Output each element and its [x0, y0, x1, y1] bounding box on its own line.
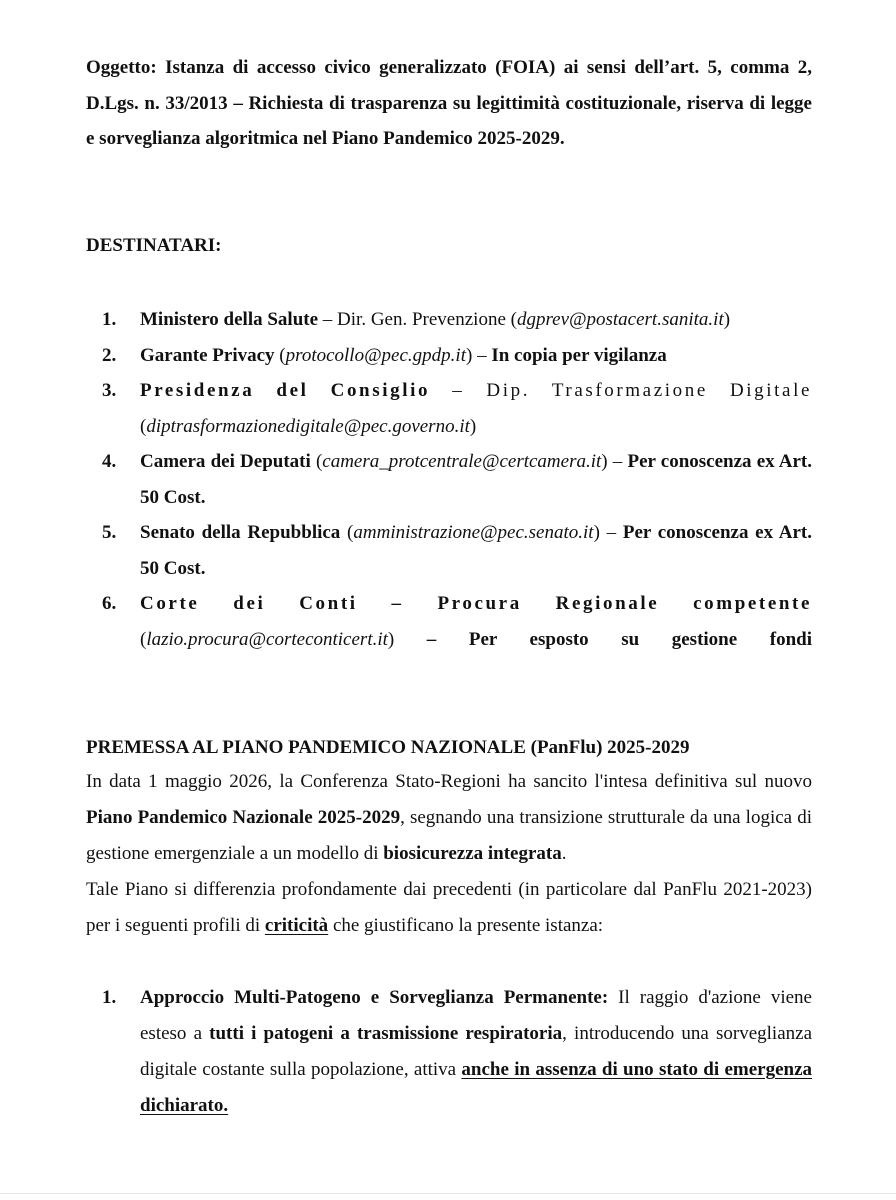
- recipient-name: Corte dei Conti – Procura Regionale competente: [140, 593, 812, 614]
- premessa-paragraph-1: [86, 764, 812, 872]
- recipient-name: Senato della Repubblica: [140, 522, 341, 543]
- text-run: In data 1 maggio 2026, la Conferenza Stato-Regioni ha sancito l'intesa definitiva sul nuovo: [86, 771, 812, 792]
- criticita-title: Approccio Multi-Patogeno e Sorveglianza Permanente:: [140, 987, 609, 1008]
- recipient-detail-end: ): [723, 309, 731, 330]
- emphasis-text: tutti i patogeni a trasmissione respiratoria: [209, 1023, 563, 1044]
- item-number: 1.: [102, 309, 117, 330]
- text-run: che giustificano la presente istanza:: [328, 915, 604, 936]
- recipient-detail: (: [274, 344, 286, 366]
- recipient-email: camera_protcentrale@certcamera.it: [322, 451, 602, 472]
- premessa-body: [86, 764, 812, 944]
- recipient-detail-end: ): [387, 628, 427, 650]
- item-number: 5.: [102, 522, 117, 543]
- list-item: [86, 338, 812, 374]
- recipient-detail: – Dir. Gen. Prevenzione (: [318, 309, 517, 330]
- text-run: Tale Piano si differenzia profondamente dai precedenti (in particolare dal PanFlu 2021-2023) per i seguenti profili di: [86, 879, 812, 936]
- recipient-note: In copia per vigilanza: [491, 344, 667, 366]
- recipient-email: amministrazione@pec.senato.it: [353, 522, 594, 543]
- premessa-paragraph-2: [86, 872, 812, 944]
- item-number: 2.: [102, 344, 117, 366]
- list-item: [86, 444, 812, 515]
- item-number: 1.: [102, 987, 117, 1008]
- recipient-note: Per conoscenza ex Art. 50 Cost.: [140, 451, 813, 508]
- recipient-detail-end: ) –: [466, 344, 492, 366]
- recipient-note: – Per esposto su gestione fondi: [426, 628, 812, 650]
- oggetto-label: Oggetto:: [86, 57, 157, 78]
- criticita-list: [86, 980, 812, 1124]
- recipient-name: Camera dei Deputati: [140, 451, 311, 472]
- text-run: .: [561, 843, 567, 864]
- list-item: 6. Corte dei Conti – Procura Regionale competente (lazio.procura@corteconticert.it) – Per esposto su gestione fondi: [86, 586, 812, 657]
- recipient-detail: – Dip. Trasformazione Digitale: [430, 380, 812, 401]
- recipient-email: dgprev@postacert.sanita.it: [516, 309, 724, 330]
- recipient-detail: (: [310, 451, 323, 472]
- recipient-detail-end: ) –: [593, 522, 623, 543]
- item-number: 3.: [102, 380, 117, 401]
- biosicurezza-term: biosicurezza integrata: [383, 843, 562, 864]
- recipient-email: lazio.procura@corteconticert.it: [146, 628, 388, 650]
- destinatari-heading: DESTINATARI:: [86, 235, 222, 256]
- recipient-detail-end: ): [469, 415, 477, 437]
- item-number: 6.: [102, 593, 117, 614]
- recipient-email: protocollo@pec.gpdp.it: [285, 344, 466, 366]
- recipient-note: Per conoscenza ex Art. 50 Cost.: [140, 522, 813, 579]
- recipient-name: Ministero della Salute: [140, 309, 319, 330]
- premessa-heading: PREMESSA AL PIANO PANDEMICO NAZIONALE (PanFlu) 2025-2029: [86, 737, 690, 758]
- page-edge-divider: [0, 1193, 896, 1194]
- recipient-name: Garante Privacy: [140, 344, 275, 366]
- destinatari-list: [86, 302, 812, 657]
- oggetto-text: Istanza di accesso civico generalizzato (FOIA) ai sensi dell’art. 5, comma 2, D.Lgs. n. 33/2013 – Richiesta di trasparenza su legittimità costituzionale, riserva di legge e sorveglianza algoritmica nel Piano Pandemico 2025-2029.: [86, 57, 813, 149]
- list-item: [86, 515, 812, 586]
- list-item: [86, 980, 812, 1124]
- text-run: Il raggio d'azione viene esteso a: [140, 987, 812, 1044]
- recipient-email: diptrasformazionedigitale@pec.governo.it: [146, 415, 470, 437]
- text-run: , segnando una transizione strutturale da una logica di gestione emergenziale a un modello di: [86, 807, 813, 864]
- piano-name: Piano Pandemico Nazionale 2025-2029: [86, 807, 401, 828]
- underlined-emphasis: anche in assenza di uno stato di emergenza dichiarato.: [140, 1059, 812, 1116]
- oggetto-paragraph: [86, 50, 812, 157]
- criticita-term: criticità: [264, 915, 329, 936]
- text-run: , introducendo una sorveglianza digitale costante sulla popolazione, attiva: [140, 1023, 812, 1080]
- recipient-detail-end: ) –: [601, 451, 628, 472]
- list-item: 3. Presidenza del Consiglio – Dip. Trasformazione Digitale (diptrasformazionedigitale@pec.governo.it): [86, 373, 812, 444]
- recipient-name: Presidenza del Consiglio: [140, 380, 431, 401]
- recipient-detail: (: [340, 522, 354, 543]
- item-number: 4.: [102, 451, 117, 472]
- list-item: [86, 302, 812, 338]
